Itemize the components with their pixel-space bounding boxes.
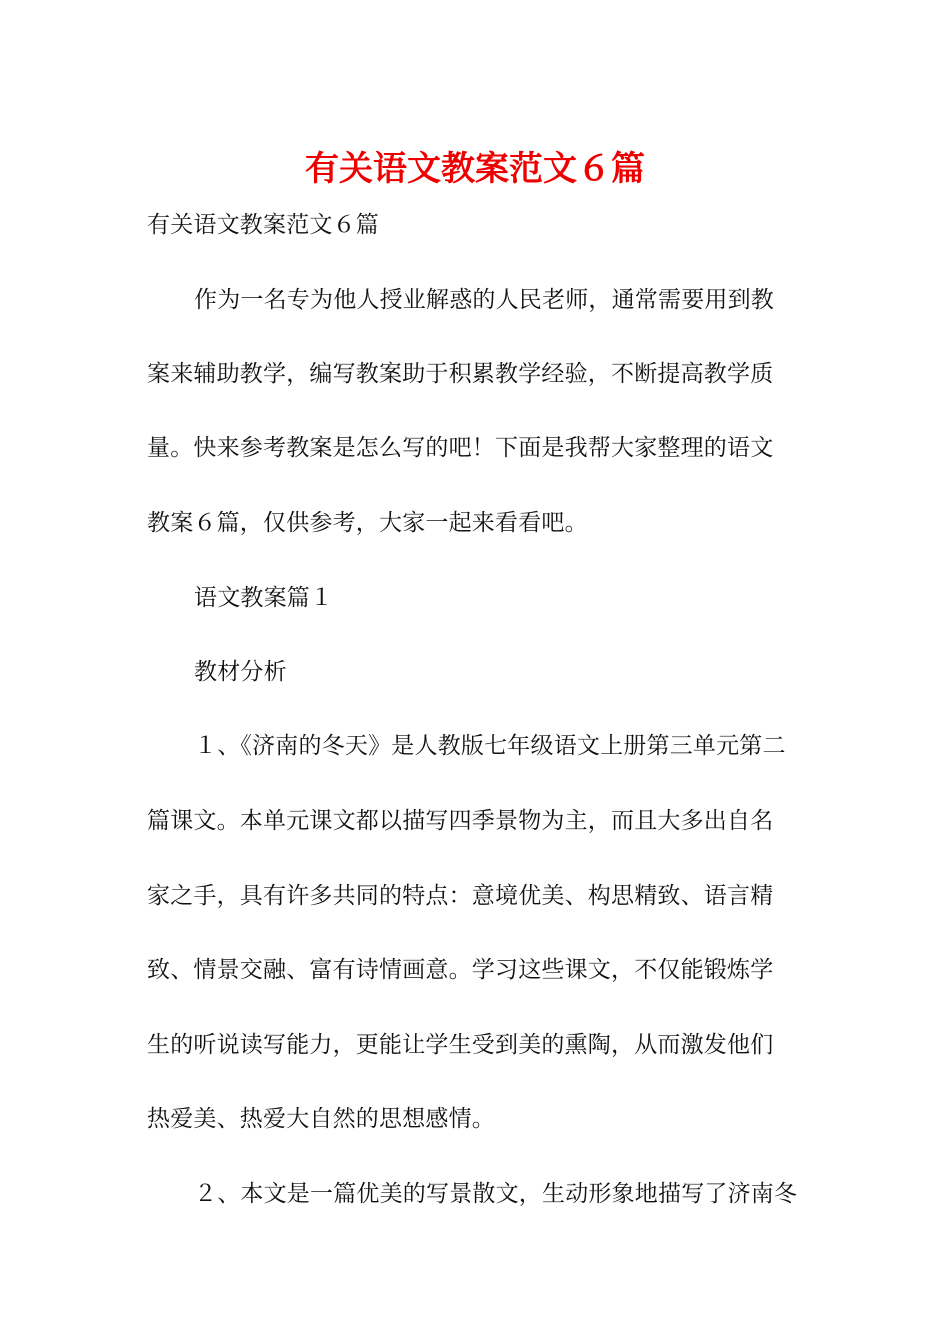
paragraph-line: ２、本文是一篇优美的写景散文，生动形象地描写了济南冬	[194, 1181, 798, 1207]
paragraph-line: 致、情景交融、富有诗情画意。学习这些课文，不仅能锻炼学	[147, 957, 774, 983]
paragraph-line: 作为一名专为他人授业解惑的人民老师，通常需要用到教	[194, 287, 774, 313]
section-heading: 语文教案篇１	[194, 585, 334, 611]
paragraph-line: 热爱美、热爱大自然的思想感情。	[147, 1106, 495, 1132]
document-subtitle: 有关语文教案范文６篇	[147, 212, 379, 238]
paragraph-line: 生的听说读写能力，更能让学生受到美的熏陶，从而激发他们	[147, 1032, 774, 1058]
paragraph-line: 量。快来参考教案是怎么写的吧！下面是我帮大家整理的语文	[147, 435, 774, 461]
paragraph-line: １、《济南的冬天》是人教版七年级语文上册第三单元第二	[194, 733, 786, 759]
document-title: 有关语文教案范文６篇	[305, 149, 645, 189]
paragraph-line: 家之手，具有许多共同的特点：意境优美、构思精致、语言精	[147, 883, 774, 909]
subsection-heading: 教材分析	[194, 659, 287, 685]
paragraph-line: 篇课文。本单元课文都以描写四季景物为主，而且大多出自名	[147, 808, 774, 834]
paragraph-line: 教案６篇，仅供参考，大家一起来看看吧。	[147, 510, 588, 536]
paragraph-line: 案来辅助教学，编写教案助于积累教学经验，不断提高教学质	[147, 361, 774, 387]
